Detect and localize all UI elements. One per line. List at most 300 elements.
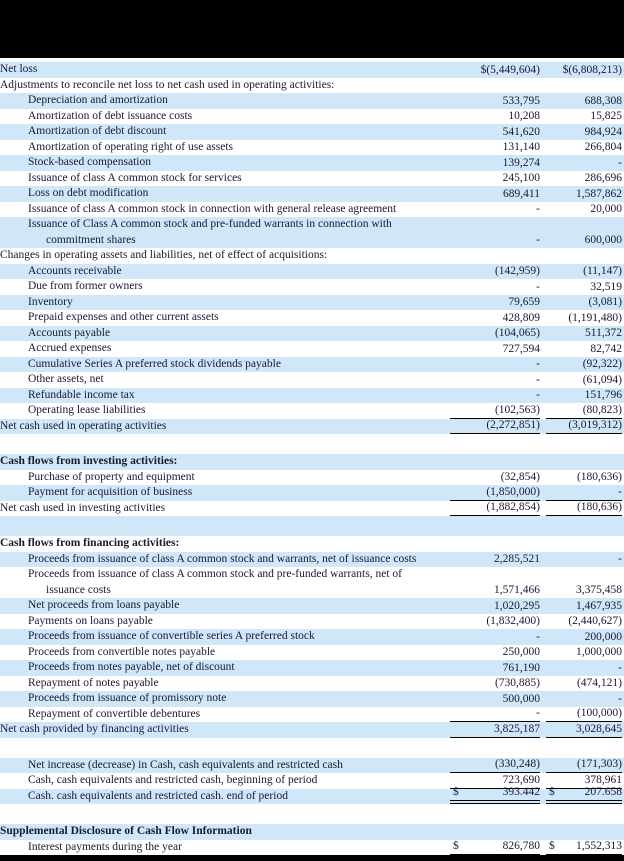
table-row — [0, 93, 624, 109]
row-label — [0, 485, 450, 501]
amount-value: 378,961 — [584, 773, 622, 786]
row-label — [0, 707, 450, 723]
row-label-text: Accrued expenses — [28, 342, 112, 354]
amount-col1 — [450, 62, 540, 78]
spacer-row — [0, 434, 624, 454]
row-label — [0, 248, 450, 264]
amount-value: 207.658 — [584, 786, 622, 798]
amount-value: - — [536, 389, 540, 401]
amount-col2 — [546, 758, 622, 774]
spacer-row — [0, 804, 624, 824]
amount-value: (1,832,400) — [486, 615, 540, 627]
row-label — [0, 840, 450, 856]
table-row — [0, 279, 624, 295]
table-row — [0, 109, 624, 125]
row-label — [0, 598, 450, 614]
row-label — [0, 758, 450, 774]
amount-value: (330,248) — [494, 758, 540, 770]
table-row — [0, 470, 624, 486]
amount-col1 — [450, 233, 540, 249]
currency-symbol: $ — [549, 840, 555, 852]
amount-value: 20,000 — [590, 203, 622, 215]
row-label-text: Operating lease liabilities — [28, 404, 146, 416]
amount-value: - — [536, 630, 540, 643]
amount-col2 — [546, 824, 622, 840]
amount-col2 — [546, 388, 622, 404]
amount-col1 — [450, 470, 540, 486]
amount-value: $(6,808,213) — [562, 63, 622, 76]
amount-col1 — [450, 140, 540, 156]
table-row — [0, 341, 624, 357]
table-row — [0, 676, 624, 692]
amount-col2 — [546, 614, 622, 630]
table-row — [0, 295, 624, 311]
table-row — [0, 722, 624, 738]
row-label — [0, 722, 450, 738]
row-label — [0, 552, 450, 568]
amount-value: 15,825 — [590, 110, 622, 122]
row-label-continuation: commitment shares — [46, 233, 136, 246]
row-label-text: Proceeds from issuance of promissory note — [28, 692, 227, 704]
row-label-text: Net cash used in investing activities — [0, 501, 166, 514]
amount-value: 131,140 — [502, 141, 540, 153]
row-label — [0, 403, 450, 419]
table-row — [0, 186, 624, 202]
amount-col1 — [450, 357, 540, 373]
amount-value: 826,780 — [502, 840, 540, 852]
amount-value: (3,019,312) — [568, 419, 622, 431]
row-label-text: Refundable income tax — [28, 388, 135, 401]
amount-value: 689,411 — [503, 187, 540, 200]
row-label-text: Inventory — [28, 295, 73, 308]
amount-value: (1,882,854) — [486, 501, 540, 513]
amount-col1 — [450, 676, 540, 692]
row-label — [0, 62, 450, 78]
amount-value: 688,308 — [584, 94, 622, 107]
amount-col2 — [546, 233, 622, 249]
row-label-text: Accounts receivable — [28, 264, 122, 277]
table-row — [0, 614, 624, 630]
row-label — [0, 645, 450, 661]
table-row — [0, 660, 624, 676]
statement-table — [0, 62, 624, 855]
amount-col1 — [450, 171, 540, 187]
amount-col1 — [450, 691, 540, 707]
amount-col1 — [450, 707, 540, 723]
amount-value: (180,636) — [576, 501, 622, 513]
table-row — [0, 264, 624, 280]
amount-col2 — [546, 645, 622, 661]
amount-value: (171,303) — [576, 758, 622, 770]
amount-value: 250,000 — [502, 646, 540, 658]
amount-col1 — [450, 536, 540, 552]
amount-col2 — [546, 124, 622, 140]
amount-col2 — [546, 372, 622, 388]
row-label-text: Net proceeds from loans payable — [28, 599, 180, 611]
amount-col1 — [450, 388, 540, 404]
amount-col2 — [546, 264, 622, 280]
amount-value: (142,959) — [494, 265, 540, 277]
amount-col1 — [450, 310, 540, 326]
amount-col2 — [546, 552, 622, 568]
table-row — [0, 217, 624, 248]
bottom-black-bar — [0, 855, 624, 861]
amount-col1 — [450, 786, 540, 805]
table-row — [0, 567, 624, 598]
amount-value: (1,850,000) — [486, 485, 540, 498]
row-label — [0, 186, 450, 202]
table-row — [0, 403, 624, 419]
row-label-text: Repayment of notes payable — [28, 676, 159, 689]
amount-col2 — [546, 691, 622, 707]
amount-value: 723,690 — [502, 773, 540, 786]
amount-value: 10,208 — [508, 110, 540, 122]
row-label — [0, 326, 450, 342]
amount-value: 1,020,295 — [494, 599, 540, 612]
amount-value: - — [618, 156, 622, 169]
table-row — [0, 629, 624, 645]
amount-value: 600,000 — [584, 234, 622, 246]
amount-value: (2,272,851) — [486, 419, 540, 431]
table-row — [0, 62, 624, 78]
amount-value: 79,659 — [508, 296, 540, 308]
amount-col2 — [546, 186, 622, 202]
amount-value: 1,467,935 — [576, 599, 622, 612]
amount-col2 — [546, 248, 622, 264]
row-label — [0, 124, 450, 140]
amount-value: 200,000 — [584, 630, 622, 643]
table-row — [0, 171, 624, 187]
amount-value: - — [536, 280, 540, 293]
amount-value: (1,191,480) — [568, 311, 622, 324]
row-label — [0, 109, 450, 125]
amount-value: 500,000 — [502, 692, 540, 705]
amount-col2 — [546, 403, 622, 419]
amount-col2 — [546, 598, 622, 614]
row-label — [0, 295, 450, 311]
table-row — [0, 552, 624, 568]
currency-symbol: $ — [549, 786, 555, 798]
amount-value: 82,742 — [590, 342, 622, 355]
amount-value: - — [536, 203, 540, 215]
amount-col1 — [450, 248, 540, 264]
amount-col1 — [450, 824, 540, 840]
amount-col2 — [546, 357, 622, 373]
row-label-text: Repayment of convertible debentures — [28, 707, 201, 720]
amount-value: 1,587,862 — [576, 187, 622, 200]
row-label-text: Interest payments during the year — [28, 840, 182, 853]
row-label-text: Cash. cash equivalents and restricted cash. end of period — [28, 789, 288, 802]
amount-col2 — [546, 583, 622, 599]
amount-value: 266,804 — [584, 141, 622, 153]
amount-col2 — [546, 341, 622, 357]
table-row — [0, 155, 624, 171]
amount-value: - — [618, 692, 622, 705]
row-label — [0, 419, 450, 435]
row-label — [0, 614, 450, 630]
amount-col1 — [450, 645, 540, 661]
row-label-text: Proceeds from convertible notes payable — [28, 645, 216, 658]
row-label-text: Due from former owners — [28, 280, 143, 292]
amount-value: (92,322) — [582, 358, 622, 370]
row-label-text: Amortization of debt issuance costs — [28, 109, 193, 122]
amount-col2 — [546, 840, 622, 856]
row-label-text: Payments on loans payable — [28, 614, 153, 627]
row-label — [0, 536, 450, 552]
table-row — [0, 501, 624, 517]
row-label — [0, 310, 450, 326]
amount-value: 139,274 — [502, 156, 540, 169]
amount-value: (180,636) — [576, 471, 622, 483]
row-label — [0, 171, 450, 187]
amount-col2 — [546, 660, 622, 676]
amount-col1 — [450, 403, 540, 419]
table-row — [0, 140, 624, 156]
row-label-text: Issuance of Class A common stock and pre-funded warrants in connection with — [28, 218, 392, 230]
row-label-text: Other assets, net — [28, 373, 104, 385]
row-label-text: Cumulative Series A preferred stock dividends payable — [28, 357, 281, 370]
amount-value: (11,147) — [583, 265, 622, 277]
row-label-text: Issuance of class A common stock in connection with general release agreement — [28, 202, 397, 215]
amount-value: - — [536, 358, 540, 370]
amount-col2 — [546, 629, 622, 645]
row-label-text: Purchase of property and equipment — [28, 470, 195, 483]
table-row — [0, 357, 624, 373]
amount-value: - — [618, 661, 622, 674]
row-label — [0, 567, 450, 598]
amount-col1 — [450, 758, 540, 774]
row-label-text: Stock-based compensation — [28, 156, 151, 168]
amount-col2 — [546, 536, 622, 552]
table-row — [0, 388, 624, 404]
row-label-text: Cash, cash equivalents and restricted cash, beginning of period — [28, 774, 318, 786]
amount-value: - — [536, 234, 540, 246]
table-row — [0, 248, 624, 264]
amount-value: - — [618, 553, 622, 565]
row-label — [0, 470, 450, 486]
row-label — [0, 140, 450, 156]
amount-col1 — [450, 722, 540, 738]
row-label — [0, 217, 450, 248]
amount-col2 — [546, 470, 622, 486]
row-label — [0, 388, 450, 404]
row-label — [0, 78, 450, 94]
row-label-text: Amortization of operating right of use assets — [28, 140, 234, 153]
amount-col2 — [546, 326, 622, 342]
amount-col1 — [450, 840, 540, 856]
amount-col2 — [546, 155, 622, 171]
amount-col1 — [450, 124, 540, 140]
amount-col1 — [450, 629, 540, 645]
table-row — [0, 124, 624, 140]
amount-value: (80,823) — [582, 403, 622, 416]
row-label-text: Proceeds from issuance of convertible series A preferred stock — [28, 630, 315, 642]
amount-col2 — [546, 109, 622, 125]
row-label-text: Net cash used in operating activities — [0, 419, 167, 432]
row-label-text: Loss on debt modification — [28, 187, 149, 199]
row-label-text: Payment for acquisition of business — [28, 486, 193, 498]
row-label — [0, 824, 450, 840]
amount-col2 — [546, 279, 622, 295]
amount-value: (61,094) — [582, 373, 622, 386]
table-row — [0, 454, 624, 470]
table-row — [0, 598, 624, 614]
amount-value: 3,825,187 — [494, 722, 540, 735]
amount-col2 — [546, 310, 622, 326]
row-label-text: Changes in operating assets and liabilities, net of effect of acquisitions: — [0, 249, 328, 261]
amount-col2 — [546, 786, 622, 805]
amount-value: 984,924 — [584, 125, 622, 138]
row-label-text: Issuance of class A common stock for services — [28, 171, 242, 184]
row-label — [0, 372, 450, 388]
row-label — [0, 279, 450, 295]
row-label-text: Depreciation and amortization — [28, 94, 168, 106]
amount-col1 — [450, 660, 540, 676]
row-label-text: Adjustments to reconcile net loss to net cash used in operating activities: — [0, 78, 335, 91]
row-label-text: Proceeds from issuance of class A common stock and warrants, net of issuance costs — [28, 552, 417, 565]
row-label — [0, 691, 450, 707]
amount-col1 — [450, 186, 540, 202]
amount-col1 — [450, 583, 540, 599]
amount-col2 — [546, 78, 622, 94]
amount-value: $(5,449,604) — [480, 63, 540, 76]
amount-col1 — [450, 155, 540, 171]
amount-col1 — [450, 372, 540, 388]
amount-col1 — [450, 279, 540, 295]
row-label-text: Proceeds from issuance of class A common stock and pre-funded warrants, net of — [28, 568, 402, 580]
row-label-text: Accounts payable — [28, 326, 111, 339]
amount-col1 — [450, 295, 540, 311]
amount-col2 — [546, 62, 622, 78]
amount-value: - — [536, 707, 540, 719]
amount-value: (104,065) — [494, 327, 540, 339]
table-row — [0, 78, 624, 94]
table-row — [0, 310, 624, 326]
table-row — [0, 758, 624, 774]
table-row — [0, 372, 624, 388]
row-label — [0, 789, 450, 805]
row-label — [0, 629, 450, 645]
amount-col2 — [546, 171, 622, 187]
amount-value: 761,190 — [502, 661, 540, 674]
row-label — [0, 660, 450, 676]
amount-col2 — [546, 676, 622, 692]
table-row — [0, 645, 624, 661]
row-label-text: Net cash provided by financing activities — [0, 723, 189, 735]
row-label-text: Net loss — [0, 63, 38, 75]
amount-value: 1,571,466 — [494, 584, 540, 596]
amount-value: 2,285,521 — [494, 553, 540, 565]
row-label — [0, 341, 450, 357]
row-label-text: Proceeds from notes payable, net of discount — [28, 661, 235, 673]
amount-value: 151,796 — [584, 389, 622, 401]
amount-value: 245,100 — [502, 172, 540, 184]
row-label-text: Supplemental Disclosure of Cash Flow Information — [0, 825, 252, 837]
amount-value: 3,375,458 — [576, 584, 622, 596]
amount-col1 — [450, 202, 540, 218]
amount-value: 428,809 — [502, 311, 540, 324]
amount-col1 — [450, 109, 540, 125]
amount-value: (100,000) — [576, 707, 622, 719]
table-row — [0, 326, 624, 342]
amount-value: (730,885) — [494, 677, 540, 689]
row-label — [0, 93, 450, 109]
row-label — [0, 357, 450, 373]
amount-value: 1,000,000 — [576, 646, 622, 658]
currency-symbol: $ — [453, 786, 459, 798]
row-label — [0, 676, 450, 692]
amount-col1 — [450, 485, 540, 501]
row-label-text: Amortization of debt discount — [28, 125, 167, 137]
amount-col2 — [546, 722, 622, 738]
amount-col2 — [546, 707, 622, 723]
amount-value: - — [536, 373, 540, 386]
table-row — [0, 840, 624, 856]
amount-col1 — [450, 326, 540, 342]
table-row — [0, 202, 624, 218]
amount-value: 3,028,645 — [576, 722, 622, 735]
table-row — [0, 786, 624, 805]
amount-col1 — [450, 93, 540, 109]
top-redaction-band — [0, 0, 624, 57]
row-label — [0, 773, 450, 789]
amount-col1 — [450, 552, 540, 568]
amount-value: (102,563) — [494, 403, 540, 416]
amount-col2 — [546, 295, 622, 311]
amount-value: 1,552,313 — [576, 840, 622, 852]
amount-value: 533,795 — [502, 94, 540, 107]
row-label — [0, 501, 450, 517]
row-label-text: Cash flows from financing activities: — [0, 537, 180, 549]
amount-col2 — [546, 419, 622, 435]
amount-value: (3,081) — [588, 296, 622, 308]
spacer-row — [0, 738, 624, 758]
table-row — [0, 419, 624, 435]
amount-col2 — [546, 501, 622, 517]
amount-col1 — [450, 78, 540, 94]
row-label-continuation: issuance costs — [46, 583, 111, 596]
row-label — [0, 155, 450, 171]
amount-value: 393.442 — [502, 786, 540, 798]
amount-col2 — [546, 454, 622, 470]
table-row — [0, 536, 624, 552]
amount-value: 541,620 — [502, 125, 540, 138]
amount-value: 511,372 — [585, 327, 622, 339]
amount-col1 — [450, 598, 540, 614]
table-row — [0, 824, 624, 840]
amount-col1 — [450, 341, 540, 357]
row-label — [0, 454, 450, 470]
row-label-text: Cash flows from investing activities: — [0, 455, 178, 467]
amount-col2 — [546, 202, 622, 218]
table-row — [0, 485, 624, 501]
row-label — [0, 264, 450, 280]
amount-col2 — [546, 485, 622, 501]
amount-col2 — [546, 93, 622, 109]
currency-symbol: $ — [453, 840, 459, 852]
amount-col1 — [450, 614, 540, 630]
amount-col1 — [450, 501, 540, 517]
amount-col1 — [450, 454, 540, 470]
row-label-text: Prepaid expenses and other current assets — [28, 311, 219, 323]
amount-value: (474,121) — [576, 677, 622, 689]
row-label — [0, 202, 450, 218]
row-label-text: Net increase (decrease) in Cash, cash equivalents and restricted cash — [28, 758, 343, 771]
amount-col2 — [546, 140, 622, 156]
spacer-row — [0, 516, 624, 536]
amount-value: (2,440,627) — [568, 615, 622, 627]
amount-value: 727,594 — [502, 342, 540, 355]
